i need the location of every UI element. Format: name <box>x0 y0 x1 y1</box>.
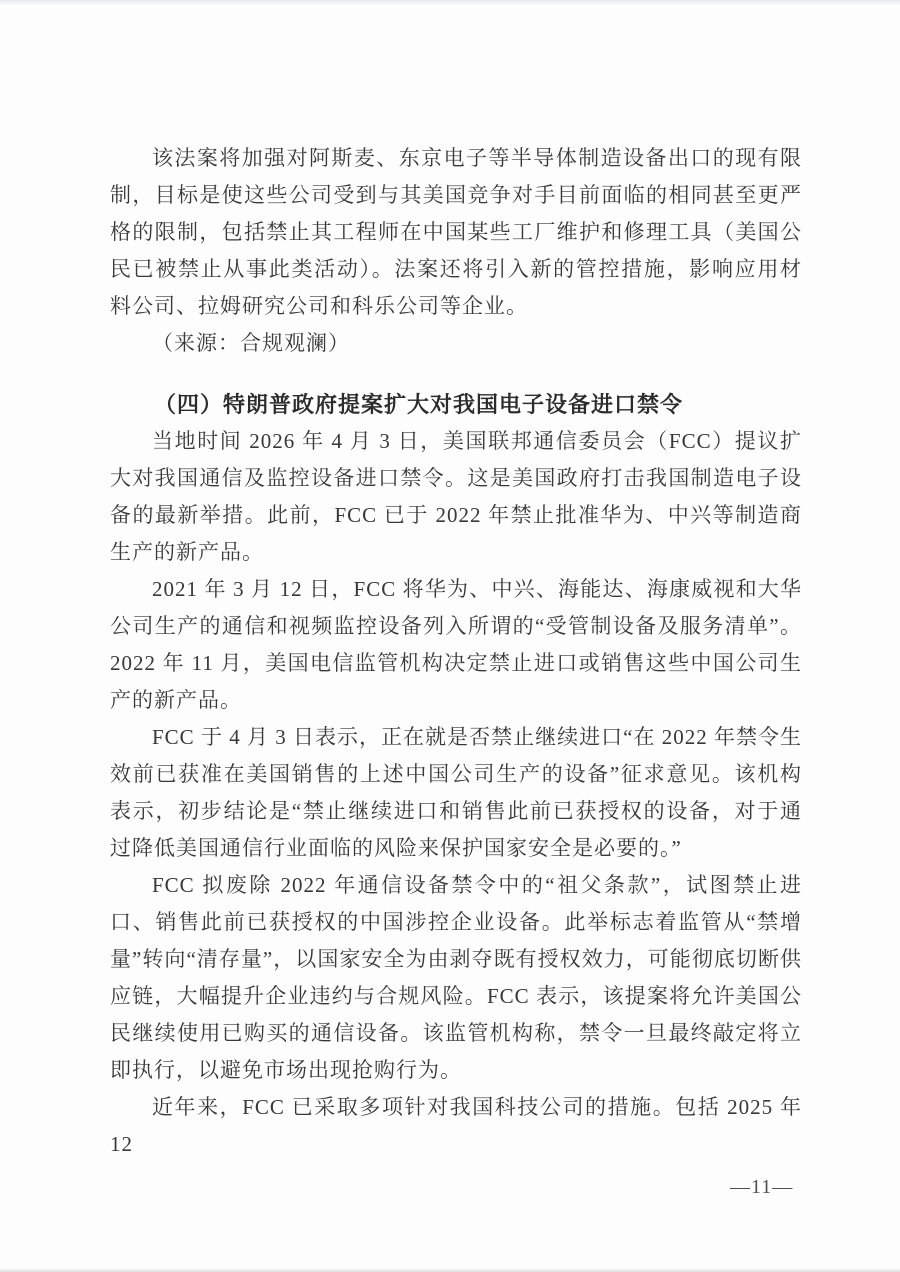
section-heading: （四）特朗普政府提案扩大对我国电子设备进口禁令 <box>154 392 684 417</box>
paragraph-export-controls: 该法案将加强对阿斯麦、东京电子等半导体制造设备出口的现有限制，目标是使这些公司受到与其美国竞争对手目前面临的相同甚至更严格的限制，包括禁止其工程师在中国某些工厂维护和修理工具（美国公民已被禁止从事此类活动）。法案还将引入新的管控措施，影响应用材料公司、拉姆研究公司和科乐公司等企业。 <box>110 146 802 318</box>
paragraph-grandfather-clause: FCC 拟废除 2022 年通信设备禁令中的“祖父条款”，试图禁止进口、销售此前已获授权的中国涉控企业设备。此举标志着监管从“禁增量”转向“清存量”，以国家安全为由剥夺既有授权效力，可能彻底切断供应链，大幅提升企业违约与合规风险。FCC 表示，该提案将允许美国公民继续使用已购买的通信设备。该监管机构称，禁令一旦最终敲定将立即执行，以避免市场出现抢购行为。 <box>110 873 802 1082</box>
document-body <box>110 140 802 1163</box>
paragraph-recent-measures: 近年来，FCC 已采取多项针对我国科技公司的措施。包括 2025 年 12 <box>110 1095 802 1156</box>
source-note: （来源：合规观澜） <box>152 331 350 355</box>
paragraph-covered-list: 2021 年 3 月 12 日，FCC 将华为、中兴、海能达、海康威视和大华公司生产的通信和视频监控设备列入所谓的“受管制设备及服务清单”。2022 年 11 月，美国电信监管机构决定禁止进口或销售这些中国公司生产的新产品。 <box>110 577 802 712</box>
paragraph-fcc-proposal: 当地时间 2026 年 4 月 3 日，美国联邦通信委员会（FCC）提议扩大对我国通信及监控设备进口禁令。这是美国政府打击我国制造电子设备的最新举措。此前，FCC 已于 2022 年禁止批准华为、中兴等制造商生产的新产品。 <box>110 429 802 564</box>
page-number: —11— <box>730 1176 794 1198</box>
paragraph-comment-seeking: FCC 于 4 月 3 日表示，正在就是否禁止继续进口“在 2022 年禁令生效前已获准在美国销售的上述中国公司生产的设备”征求意见。该机构表示，初步结论是“禁止继续进口和销售此前已获授权的设备，对于通过降低美国通信行业面临的风险来保护国家安全是必要的。” <box>110 725 802 860</box>
